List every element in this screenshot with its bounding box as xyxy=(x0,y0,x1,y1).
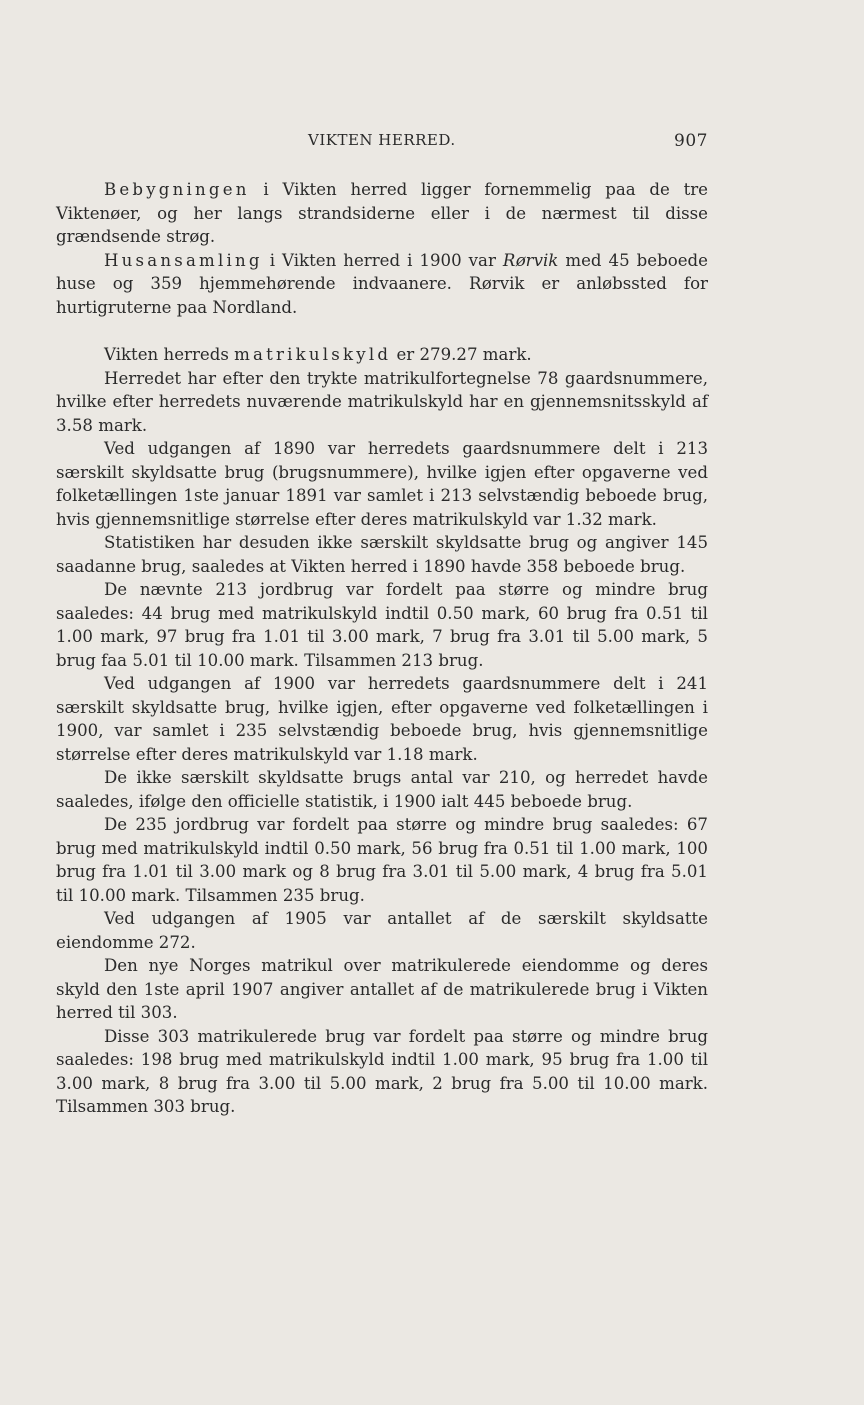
place-name: Rørvik xyxy=(502,250,559,270)
paragraph: Statistiken har desuden ikke særskilt skyldsatte brug og angiver 145 saadanne brug, saaledes at Vikten herred i 1890 havde 358 beboede brug. xyxy=(56,533,708,576)
paragraph: Ved udgangen af 1890 var herredets gaardsnummere delt i 213 særskilt skyldsatte brug (brugsnummere), hvilke igjen efter opgaverne ved folketællingen 1ste januar 1891 var samlet i 213 selvstændig beboede brug, hvis gjennemsnitlige størrelse efter deres matrikulskyld var 1.32 mark. xyxy=(56,439,708,529)
paragraph: De 235 jordbrug var fordelt paa større og mindre brug saaledes: 67 brug med matrikulskyld indtil 0.50 mark, 56 brug fra 0.51 til 1.00 mark, 100 brug fra 1.01 til 3.00 mark og 8 brug fra 3.01 til 5.00 mark, 4 brug fra 5.01 til 10.00 mark. Tilsammen 235 brug. xyxy=(56,815,708,905)
page-title: VIKTEN HERRED. xyxy=(308,131,456,149)
page-number: 907 xyxy=(674,131,708,151)
spaced-lead-word: Bebygningen xyxy=(104,180,250,199)
paragraph: Vikten herreds matrikulskyld er 279.27 mark. xyxy=(104,345,532,364)
paragraph: Ved udgangen af 1900 var herredets gaardsnummere delt i 241 særskilt skyldsatte brug, hvilke igjen, efter opgaverne ved folketællingen i 1900, var samlet i 235 selvstændig beboede brug, hvis gjennemsnitlige størrelse efter deres matrikulskyld var 1.18 mark. xyxy=(56,674,708,764)
paragraph: Disse 303 matrikulerede brug var fordelt paa større og mindre brug saaledes: 198 brug med matrikulskyld indtil 1.00 mark, 95 brug fra 1.00 til 3.00 mark, 8 brug fra 3.00 til 5.00 mark, 2 brug fra 5.00 til 10.00 mark. Tilsammen 303 brug. xyxy=(56,1026,708,1116)
paragraph: Ved udgangen af 1905 var antallet af de særskilt skyldsatte eiendomme 272. xyxy=(56,909,708,952)
spaced-lead-word: Husansamling xyxy=(104,250,263,270)
paragraph: De nævnte 213 jordbrug var fordelt paa større og mindre brug saaledes: 44 brug med matrikulskyld indtil 0.50 mark, 60 brug fra 0.51 til 1.00 mark, 97 brug fra 1.01 til 3.00 mark, 7 brug fra 3.01 til 5.00 mark, 5 brug faa 5.01 til 10.00 mark. Tilsammen 213 brug. xyxy=(56,580,708,670)
body-text xyxy=(56,178,708,1119)
paragraph: Den nye Norges matrikul over matrikulerede eiendomme og deres skyld den 1ste april 1907 angiver antallet af de matrikulerede brug i Vikten herred til 303. xyxy=(56,956,708,1022)
paragraph: Bebygningen i Vikten herred ligger fornemmelig paa de tre Viktenøer, og her langs strandsiderne eller i de nærmest til disse grændsende strøg. xyxy=(56,180,708,246)
paragraph: Husansamling i Vikten herred i 1900 var Rørvik med 45 beboede huse og 359 hjemmehørende indvaanere. Rørvik er anløbssted for hurtigruterne paa Nordland. xyxy=(56,250,708,317)
paragraph: De ikke særskilt skyldsatte brugs antal var 210, og herredet havde saaledes, ifølge den officielle statistik, i 1900 ialt 445 beboede brug. xyxy=(56,768,708,811)
spaced-term: matrikulskyld xyxy=(234,345,392,364)
paragraph: Herredet har efter den trykte matrikulfortegnelse 78 gaardsnummere, hvilke efter herredets nuværende matrikulskyld har en gjennemsnitsskyld af 3.58 mark. xyxy=(56,368,708,435)
